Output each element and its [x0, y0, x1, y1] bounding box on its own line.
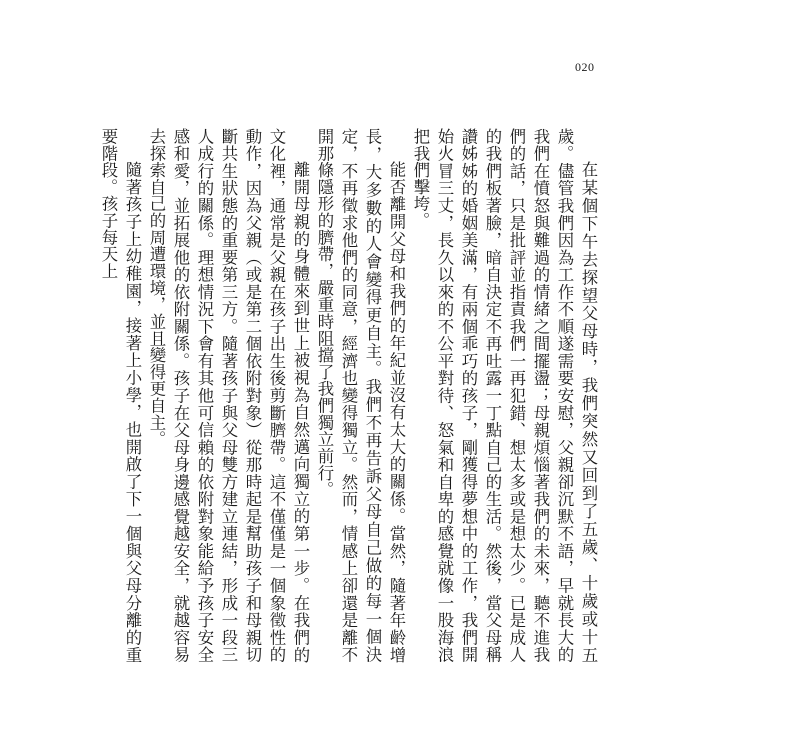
paragraph-2: 能否離開父母和我們的年紀並沒有太大的關係。當然，隨著年齡增長，大多數的人會變得更自主。我們不再告訴父母自己做的每一個決定，不再徵求他們的同意，經濟也變得獨立。然而，情感上卻還是離不開那條隱形的臍帶，嚴重時阻擋了我們獨立前行。: [315, 128, 406, 663]
paragraph-3: 離開母親的身體來到世上被視為自然邁向獨立的第一步。在我們的文化裡，通常是父親在孩子出生後剪斷臍帶。這不僅僅是一個象徵性的動作，因為父親（或是第二個依附對象）從那時起是幫助孩子和母親切斷共生狀態的重要第三方。隨著孩子與父母雙方建立連結，形成一段三人成行的關係。理想情況下會有其他可信賴的依附對象能給予孩子安全感和愛，並拓展他的依附關係。孩子在父母身邊感覺越安全，就越容易去探索自己的周遭環境，並且變得更自主。: [147, 128, 310, 663]
page-number: 020: [575, 60, 595, 74]
body-text: [96, 128, 600, 663]
paragraph-4: 隨著孩子上幼稚園，接著上小學，也開啟了下一個與父母分離的重要階段。孩子每天上: [99, 128, 142, 663]
paragraph-1: 在某個下午去探望父母時，我們突然又回到了五歲、十歲或十五歲。儘管我們因為工作不順遂需要安慰，父親卻沉默不語，早就長大的我們在憤怒與難過的情緒之間擺盪；母親煩惱著我們的未來，聽不進我們的話，只是批評並指責我們一再犯錯、想太多或是想太少。已是成人的我們板著臉，暗自決定不再吐露一丁點自己的生活。然後，當父母稱讚姊姊的婚姻美滿，有兩個乖巧的孩子，剛獲得夢想中的工作，我們開始火冒三丈，長久以來的不公平對待、怒氣和自卑的感覺就像一股海浪把我們擊垮。: [411, 128, 598, 663]
